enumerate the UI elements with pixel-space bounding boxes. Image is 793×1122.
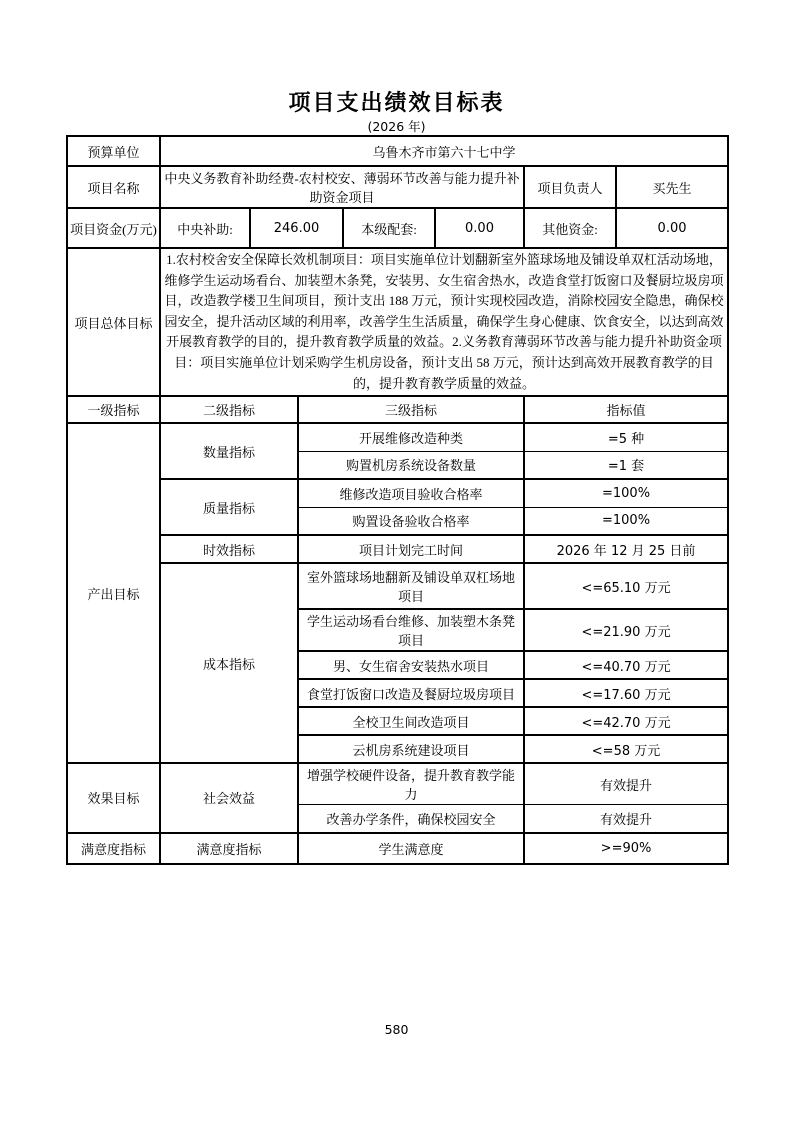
performance-target-table [66, 135, 729, 865]
project-name-value: 中央义务教育补助经费-农村校安、薄弱环节改善与能力提升补助资金项目 [160, 166, 524, 208]
page-number: 580 [384, 1022, 409, 1037]
indicator-value: =100% [524, 507, 728, 535]
project-leader-value: 买先生 [616, 166, 728, 208]
level2-timeliness: 时效指标 [160, 535, 298, 563]
indicator-row [67, 563, 728, 609]
level1-output-goal: 产出目标 [67, 423, 160, 763]
project-name-row [67, 166, 728, 208]
level1-satisfaction: 满意度指标 [67, 833, 160, 864]
level3-indicator: 增强学校硬件设备，提升教育教学能力 [298, 763, 524, 805]
level3-indicator: 学生满意度 [298, 833, 524, 864]
project-funds-row [67, 208, 728, 248]
level2-quantity: 数量指标 [160, 423, 298, 479]
indicator-value: <=21.90 万元 [524, 609, 728, 651]
document-title: 项目支出绩效目标表 [288, 90, 505, 115]
central-subsidy-label: 中央补助: [160, 208, 250, 248]
indicator-row [67, 423, 728, 451]
funds-label: 项目资金(万元) [67, 208, 160, 248]
budget-unit-row [67, 136, 728, 166]
local-matching-value: 0.00 [435, 208, 524, 248]
level3-indicator: 改善办学条件，确保校园安全 [298, 805, 524, 833]
level3-indicator: 云机房系统建设项目 [298, 735, 524, 763]
level3-indicator: 购置设备验收合格率 [298, 507, 524, 535]
budget-unit-label: 预算单位 [67, 136, 160, 166]
level3-indicator: 全校卫生间改造项目 [298, 707, 524, 735]
level3-indicator: 室外篮球场地翻新及铺设单双杠场地项目 [298, 563, 524, 609]
project-leader-label: 项目负责人 [524, 166, 616, 208]
indicator-value: <=58 万元 [524, 735, 728, 763]
indicator-row [67, 763, 728, 805]
indicator-value: >=90% [524, 833, 728, 864]
indicator-value: =1 套 [524, 451, 728, 479]
header-level2: 二级指标 [160, 396, 298, 423]
indicator-value: 有效提升 [524, 763, 728, 805]
level3-indicator: 食堂打饭窗口改造及餐厨垃圾房项目 [298, 679, 524, 707]
level3-indicator: 男、女生宿舍安装热水项目 [298, 651, 524, 679]
level1-effect-goal: 效果目标 [67, 763, 160, 833]
indicator-value: <=17.60 万元 [524, 679, 728, 707]
indicator-value: =5 种 [524, 423, 728, 451]
other-funds-label: 其他资金: [524, 208, 616, 248]
budget-unit-value: 乌鲁木齐市第六十七中学 [160, 136, 728, 166]
indicator-row [67, 535, 728, 563]
indicator-value: <=40.70 万元 [524, 651, 728, 679]
other-funds-value: 0.00 [616, 208, 728, 248]
indicator-row [67, 479, 728, 507]
indicator-value: =100% [524, 479, 728, 507]
level3-indicator: 购置机房系统设备数量 [298, 451, 524, 479]
central-subsidy-value: 246.00 [250, 208, 343, 248]
local-matching-label: 本级配套: [343, 208, 435, 248]
indicator-header-row [67, 396, 728, 423]
level3-indicator: 维修改造项目验收合格率 [298, 479, 524, 507]
level2-social-benefit: 社会效益 [160, 763, 298, 833]
project-name-label: 项目名称 [67, 166, 160, 208]
document-subtitle: (2026 年) [367, 119, 426, 134]
header-value: 指标值 [524, 396, 728, 423]
header-level1: 一级指标 [67, 396, 160, 423]
indicator-value: 2026 年 12 月 25 日前 [524, 535, 728, 563]
level2-cost: 成本指标 [160, 563, 298, 763]
level3-indicator: 学生运动场看台维修、加装塑木条凳项目 [298, 609, 524, 651]
indicator-value: <=65.10 万元 [524, 563, 728, 609]
overall-goal-row [67, 248, 728, 396]
header-level3: 三级指标 [298, 396, 524, 423]
level3-indicator: 项目计划完工时间 [298, 535, 524, 563]
level3-indicator: 开展维修改造种类 [298, 423, 524, 451]
level2-quality: 质量指标 [160, 479, 298, 535]
indicator-row [67, 833, 728, 864]
overall-goal-text: 1.农村校舍安全保障长效机制项目：项目实施单位计划翻新室外篮球场地及铺设单双杠活动场地，维修学生运动场看台、加装塑木条凳，安装男、女生宿舍热水，改造食堂打饭窗口及餐厨垃圾房项目，改造教学楼卫生间项目，预计支出 188 万元，预计实现校园改造，消除校园安全隐患，确保校园安全，提升活动区域的利用率，改善学生生活质量，确保学生身心健康、饮食安全，以达到高效开展教育教学的目的，提升教育教学质量的效益。2.义务教育薄弱环节改善与能力提升补助资金项目：项目实施单位计划采购学生机房设备，预计支出 58 万元，预计达到高效开展教育教学的目的，提升教育教学质量的效益。 [160, 248, 728, 396]
indicator-value: <=42.70 万元 [524, 707, 728, 735]
overall-goal-label: 项目总体目标 [67, 248, 160, 396]
indicator-value: 有效提升 [524, 805, 728, 833]
level2-satisfaction: 满意度指标 [160, 833, 298, 864]
